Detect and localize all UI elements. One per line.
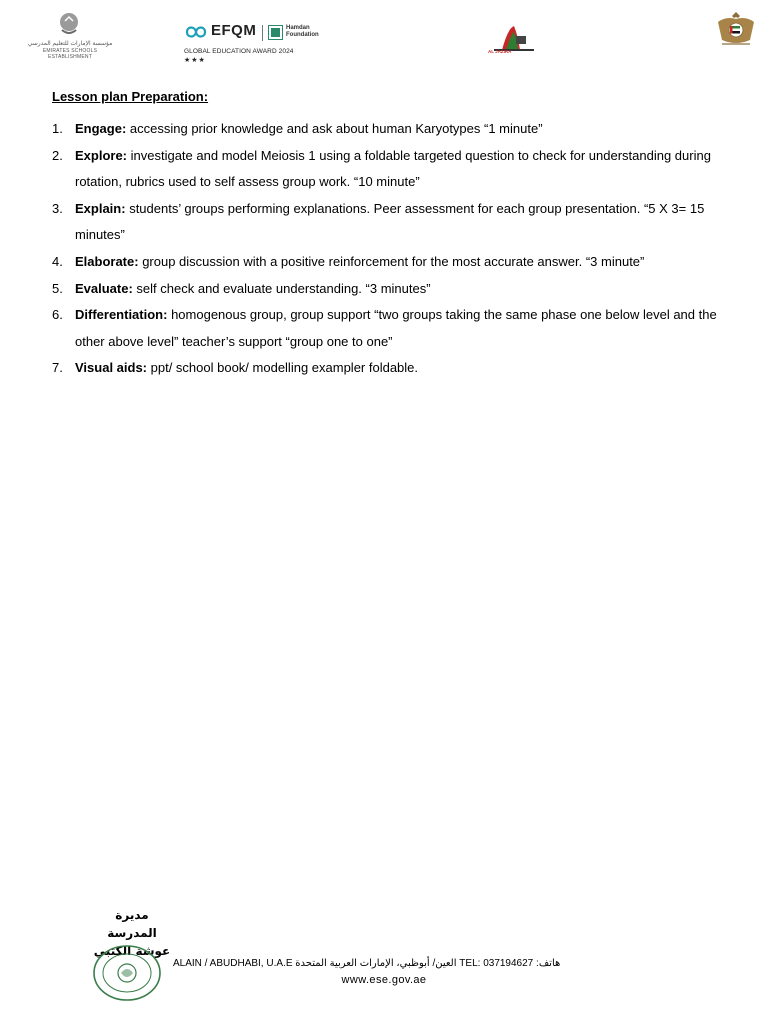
footer-website-link[interactable]: www.ese.gov.ae: [341, 974, 427, 986]
signature-name: عوشة الكتبي: [93, 944, 171, 958]
item-text: investigate and model Meiosis 1 using a foldable targeted question to check for understanding during rotation, rubrics used to self assess group work. “10 minute”: [75, 147, 711, 190]
item-label: Elaborate:: [75, 253, 139, 269]
item-number: 2.: [52, 147, 63, 163]
hamdan-foundation-name: [286, 25, 319, 39]
item-text: group discussion with a positive reinforcement for the most accurate answer. “3 minute”: [138, 253, 645, 269]
ese-mark-icon: [56, 12, 82, 38]
hamdan-line-2: Foundation: [286, 32, 319, 38]
logo-divider: [262, 25, 263, 41]
item-number: 5.: [52, 280, 63, 296]
hamdan-foundation-icon: [268, 25, 283, 40]
item-number: 7.: [52, 360, 63, 376]
item-label: Explain:: [75, 200, 126, 216]
document-header: [0, 0, 768, 80]
emirates-schools-establishment-logo: [22, 12, 118, 60]
item-text: ppt/ school book/ modelling exampler foldable.: [147, 360, 419, 376]
list-item: [52, 116, 722, 143]
efqm-award-logo: [184, 22, 324, 68]
item-number: 6.: [52, 307, 63, 323]
item-label: Differentiation:: [75, 307, 168, 323]
award-stars: ★★★: [184, 57, 206, 64]
list-item: [52, 249, 722, 276]
school-stamp-icon: [92, 944, 162, 1002]
item-label: Visual aids:: [75, 360, 148, 376]
al-jazira-caption: AL JAZIRA: [488, 49, 512, 54]
uae-falcon-emblem-icon: [714, 10, 758, 50]
item-number: 4.: [52, 253, 63, 269]
item-label: Engage:: [75, 121, 127, 136]
item-number: 1.: [52, 121, 63, 136]
lesson-plan-list: [52, 116, 722, 382]
item-text: self check and evaluate understanding. “3 minutes”: [132, 280, 431, 296]
list-item: [52, 196, 722, 249]
item-text: accessing prior knowledge and ask about human Karyotypes “1 minute”: [126, 121, 543, 136]
footer-address: ALAIN / ABUDHABI, U.A.E العين/ أبوظبي، الإمارات العربية المتحدة TEL: 037194627 :هاتف: [173, 958, 561, 969]
efqm-brand-text: EFQM: [211, 22, 257, 39]
item-label: Explore:: [75, 147, 128, 163]
al-jazira-school-logo: [488, 22, 540, 58]
ese-arabic-name: مؤسسة الإمارات للتعليم المدرسي: [27, 41, 113, 47]
signature-title: مديرة المدرسة: [107, 908, 157, 940]
list-item: [52, 355, 722, 382]
award-title: GLOBAL EDUCATION AWARD 2024: [184, 48, 294, 55]
section-heading: Lesson plan Preparation:: [52, 89, 209, 104]
lesson-plan-section: [52, 86, 722, 382]
item-text: students’ groups performing explanations. Peer assessment for each group presentation. “5 X 3= 15 minutes”: [75, 200, 705, 243]
item-number: 3.: [52, 200, 63, 216]
list-item: [52, 276, 722, 303]
list-item: [52, 143, 722, 196]
list-item: [52, 302, 722, 355]
efqm-infinity-icon: [184, 24, 208, 40]
uae-emblem-logo: [714, 10, 758, 50]
item-label: Evaluate:: [75, 280, 133, 296]
hamdan-line-1: Hamdan: [286, 25, 310, 31]
item-text: homogenous group, group support “two groups taking the same phase one below level and the other above level” teacher’s support “group one to one”: [75, 307, 717, 349]
ese-english-name: EMIRATES SCHOOLS ESTABLISHMENT: [42, 48, 98, 60]
